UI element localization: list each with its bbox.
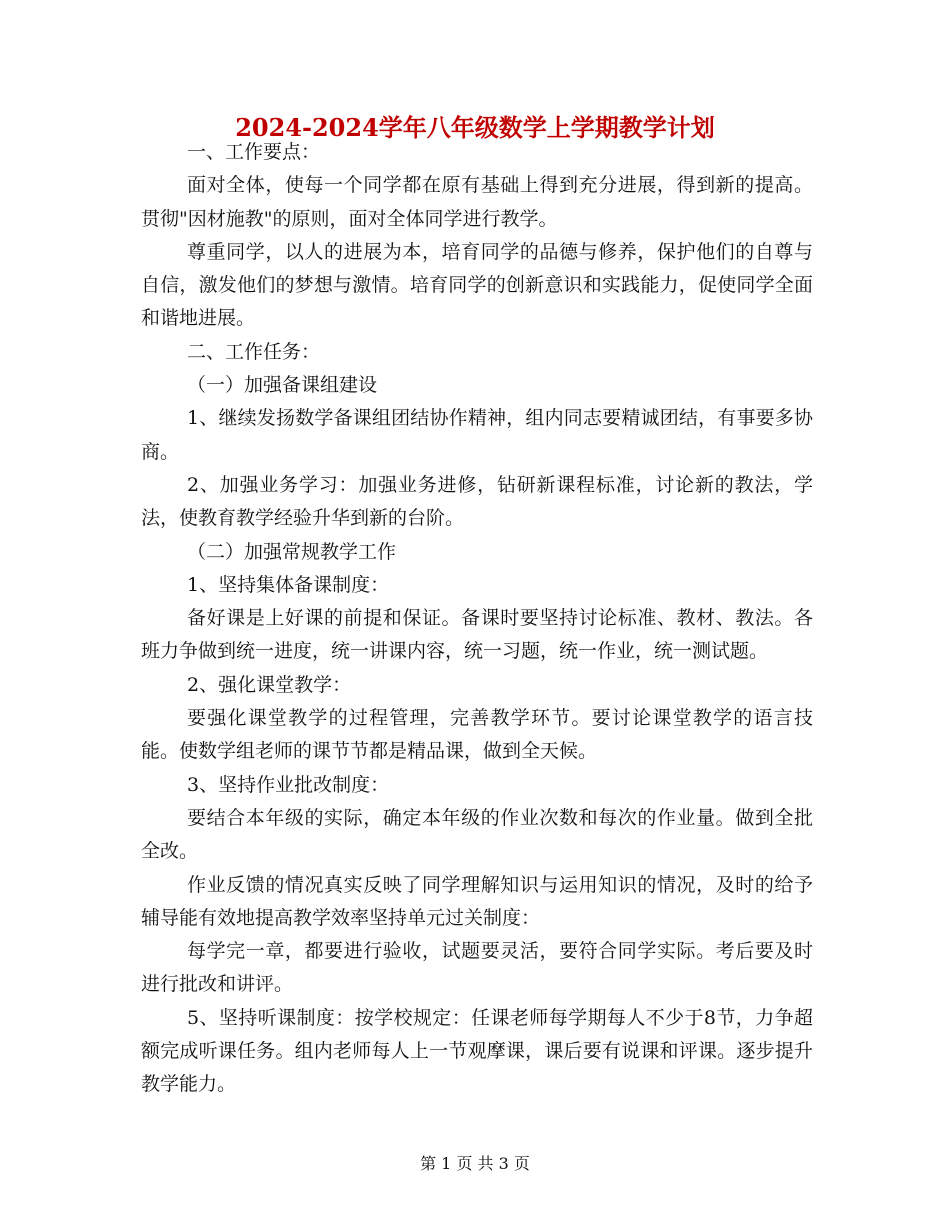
paragraph: 备好课是上好课的前提和保证。备课时要坚持讨论标准、教材、教法。各班力争做到统一进度，统一讲课内容，统一习题，统一作业，统一测试题。 [141, 607, 813, 663]
paragraph: 面对全体，使每一个同学都在原有基础上得到充分进展，得到新的提高。贯彻"因材施教"的原则，面对全体同学进行教学。 [141, 174, 813, 230]
document-title: 2024-2024学年八年级数学上学期教学计划 [235, 113, 715, 142]
paragraph: 每学完一章，都要进行验收，试题要灵活，要符合同学实际。考后要及时进行批改和讲评。 [141, 940, 813, 996]
paragraph: 5、坚持听课制度：按学校规定：任课老师每学期每人不少于8节，力争超额完成听课任务。组内老师每人上一节观摩课，课后要有说课和评课。逐步提升教学能力。 [141, 1006, 813, 1096]
subsection-heading-lesson-group: （一）加强备课组建设 [187, 374, 378, 397]
paragraph: 作业反馈的情况真实反映了同学理解知识与运用知识的情况，及时的给予辅导能有效地提高教学效率坚持单元过关制度： [141, 873, 813, 929]
paragraph: 1、坚持集体备课制度： [187, 573, 390, 596]
section-heading-work-points: 一、工作要点： [187, 141, 321, 163]
paragraph: 要强化课堂教学的过程管理，完善教学环节。要讨论课堂教学的语言技能。使数学组老师的课节节都是精品课，做到全天候。 [141, 707, 813, 763]
paragraph: 2、强化课堂教学： [187, 673, 352, 696]
section-heading-work-tasks: 二、工作任务： [187, 340, 321, 363]
paragraph: 1、继续发扬数学备课组团结协作精神，组内同志要精诚团结，有事要多协商。 [141, 407, 813, 463]
document-body [141, 136, 813, 1102]
subsection-heading-routine-teaching: （二）加强常规教学工作 [187, 540, 397, 563]
paragraph: 尊重同学，以人的进展为本，培育同学的品德与修养，保护他们的自尊与自信，激发他们的梦想与激情。培育同学的创新意识和实践能力，促使同学全面和谐地进展。 [141, 240, 813, 330]
paragraph: 要结合本年级的实际，确定本年级的作业次数和每次的作业量。做到全批全改。 [141, 806, 813, 863]
paragraph: 2、加强业务学习：加强业务进修，钻研新课程标准，讨论新的教法，学法，使教育教学经验升华到新的台阶。 [141, 473, 813, 530]
paragraph: 3、坚持作业批改制度： [187, 773, 390, 796]
page-footer: 第 1 页 共 3 页 [420, 1154, 530, 1173]
